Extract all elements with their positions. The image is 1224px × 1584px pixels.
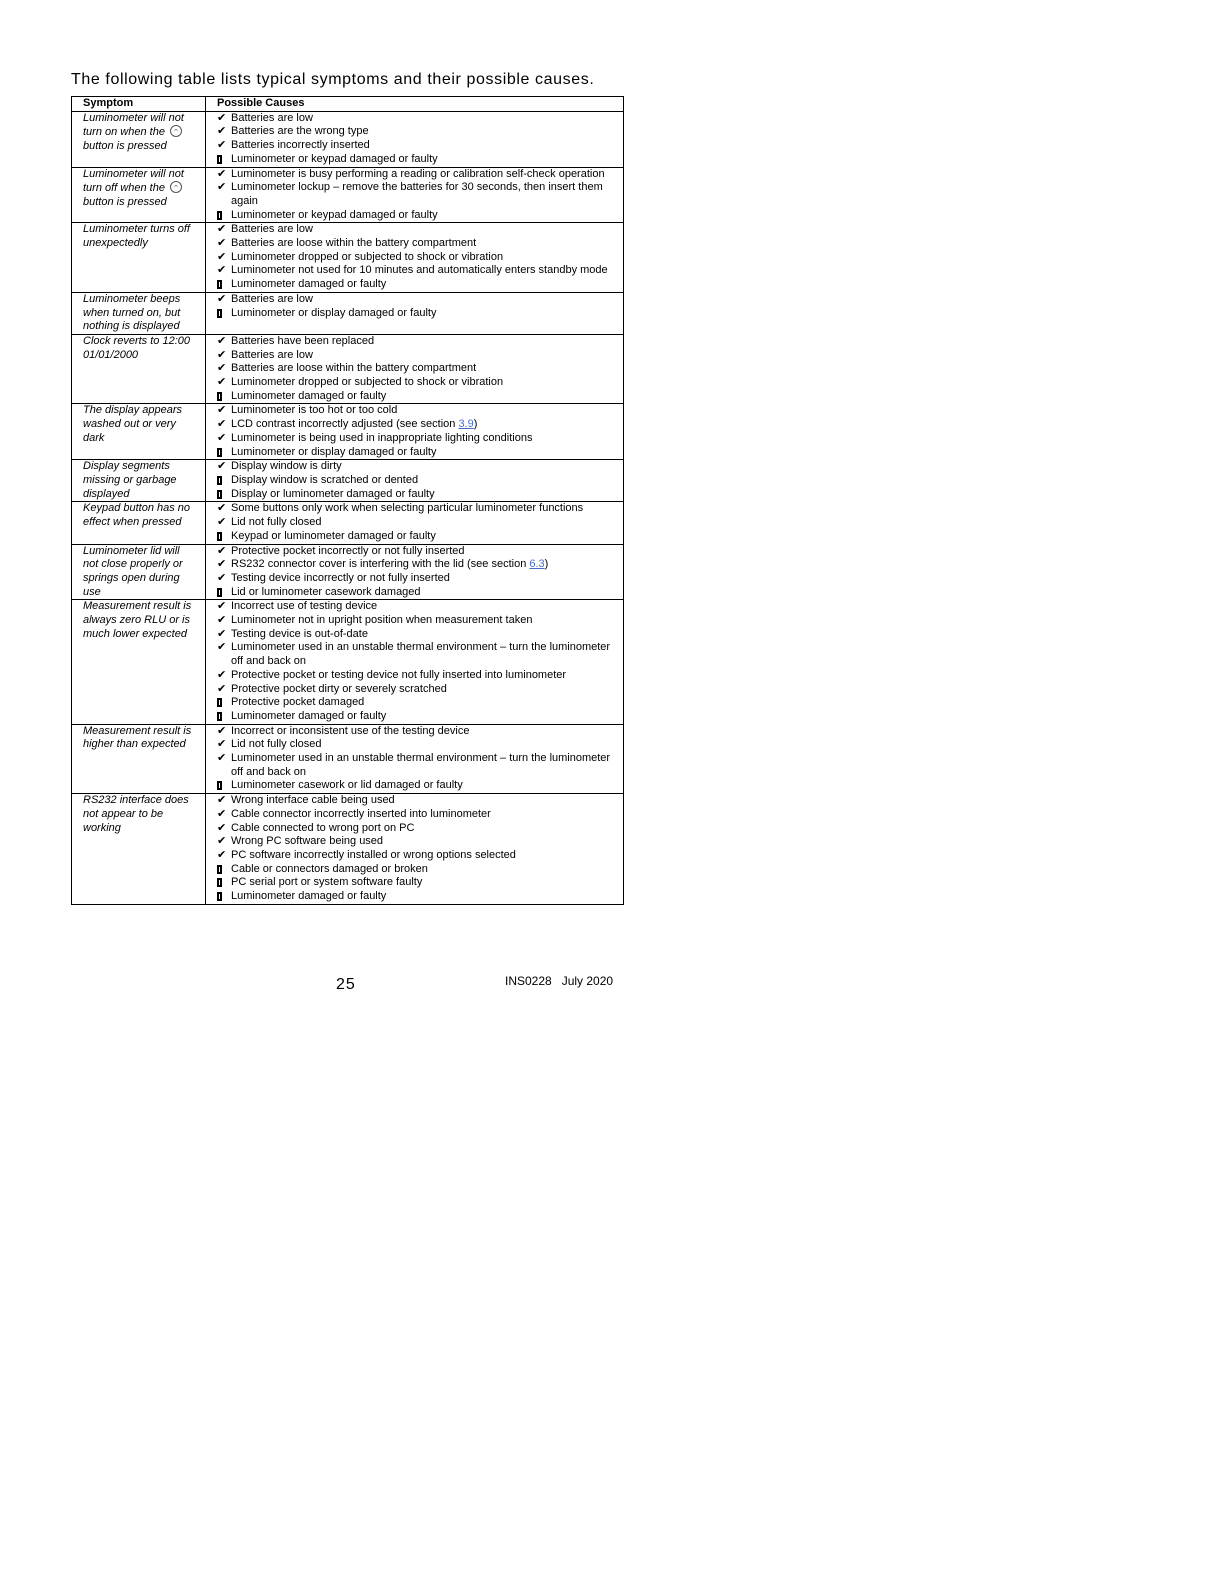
check-icon: ✔: [217, 600, 227, 613]
check-icon: ✔: [217, 807, 227, 820]
cause-item: [217, 264, 619, 278]
symptom-text: Measurement result is higher than expected: [83, 724, 192, 751]
table-row: [72, 600, 624, 724]
cause-item: [217, 251, 619, 265]
symptom-column-header: Symptom: [72, 97, 206, 112]
check-icon: ✔: [217, 237, 227, 250]
cause-text: Batteries are low: [231, 223, 313, 236]
cause-item: [217, 307, 619, 321]
symptom-cell: [72, 544, 206, 600]
cause-text: Display window is scratched or dented: [231, 473, 419, 486]
cause-text: PC serial port or system software faulty: [231, 876, 423, 889]
table-row: [72, 544, 624, 600]
cause-text-suffix: ): [473, 418, 478, 431]
intro-text: The following table lists typical symptoms and their possible causes.: [71, 71, 595, 88]
cause-text: Batteries have been replaced: [231, 334, 375, 347]
cause-text: Luminometer dropped or subjected to shock or vibration: [231, 250, 504, 263]
table-row: [72, 334, 624, 404]
cause-text: Luminometer is too hot or too cold: [231, 404, 398, 417]
cause-text: Batteries are the wrong type: [231, 125, 369, 138]
check-icon: ✔: [217, 348, 227, 361]
check-icon: ✔: [217, 571, 227, 584]
cause-item: [217, 125, 619, 139]
symptom-text: Luminometer will not turn on when the: [83, 111, 184, 139]
cause-item: [217, 614, 619, 628]
cause-item: [217, 349, 619, 363]
fault-icon: [217, 392, 222, 401]
check-icon: ✔: [217, 125, 227, 138]
table-row: [72, 292, 624, 334]
causes-list: [217, 223, 619, 292]
cause-item: [217, 696, 619, 710]
cause-item: [217, 460, 619, 474]
fault-icon: [217, 211, 222, 220]
table-row: [72, 502, 624, 544]
table-row: [72, 404, 624, 460]
cause-item: [217, 181, 619, 208]
cause-item: [217, 139, 619, 153]
cause-item: [217, 209, 619, 223]
cause-text: Incorrect or inconsistent use of the testing device: [231, 724, 470, 737]
causes-list: [217, 725, 619, 794]
cause-text: Some buttons only work when selecting particular luminometer functions: [231, 502, 584, 515]
cause-item: [217, 600, 619, 614]
cause-item: [217, 849, 619, 863]
cause-item: [217, 446, 619, 460]
cause-text: Batteries are loose within the battery compartment: [231, 362, 477, 375]
fault-icon: [217, 892, 222, 901]
cause-text: Cable or connectors damaged or broken: [231, 862, 428, 875]
cause-item: [217, 669, 619, 683]
cause-item: [217, 779, 619, 793]
cause-item: [217, 502, 619, 516]
cause-text: Luminometer or keypad damaged or faulty: [231, 152, 438, 165]
causes-cell: [206, 544, 624, 600]
check-icon: ✔: [217, 794, 227, 807]
check-icon: ✔: [217, 139, 227, 152]
cause-text: Luminometer used in an unstable thermal environment – turn the luminometer off and back on: [231, 641, 611, 668]
check-icon: ✔: [217, 181, 227, 194]
cause-text: Luminometer or display damaged or faulty: [231, 306, 437, 319]
section-link[interactable]: 6.3: [529, 558, 545, 571]
cause-item: [217, 335, 619, 349]
check-icon: ✔: [217, 641, 227, 654]
fault-icon: [217, 532, 222, 541]
cause-item: [217, 530, 619, 544]
cause-item: [217, 432, 619, 446]
causes-cell: [206, 167, 624, 223]
cause-text: Display window is dirty: [231, 460, 342, 473]
table-row: [72, 167, 624, 223]
troubleshooting-table: [71, 96, 624, 905]
symptom-text: Luminometer turns off unexpectedly: [83, 223, 190, 250]
check-icon: ✔: [217, 614, 227, 627]
causes-list: [217, 460, 619, 501]
symptom-text: button is pressed: [83, 140, 167, 153]
cause-item: [217, 376, 619, 390]
check-icon: ✔: [217, 558, 227, 571]
causes-cell: [206, 502, 624, 544]
cause-text: Keypad or luminometer damaged or faulty: [231, 529, 436, 542]
fault-icon: [217, 865, 222, 874]
check-icon: ✔: [217, 362, 227, 375]
cause-item: [217, 168, 619, 182]
table-row: [72, 794, 624, 905]
symptom-text: Display segments missing or garbage displayed: [83, 460, 177, 500]
table-row: [72, 111, 624, 167]
cause-text: Lid not fully closed: [231, 738, 322, 751]
cause-item: [217, 863, 619, 877]
symptom-text: The display appears washed out or very dark: [83, 404, 183, 444]
check-icon: ✔: [217, 167, 227, 180]
check-icon: ✔: [217, 376, 227, 389]
symptom-text: Keypad button has no effect when pressed: [83, 502, 191, 529]
cause-item: [217, 641, 619, 668]
cause-text: Protective pocket damaged: [231, 696, 365, 709]
fault-icon: [217, 878, 222, 887]
cause-text: Luminometer not used for 10 minutes and automatically enters standby mode: [231, 264, 608, 277]
cause-item: [217, 710, 619, 724]
causes-column-header: Possible Causes: [206, 97, 624, 112]
cause-item: [217, 237, 619, 251]
check-icon: ✔: [217, 431, 227, 444]
cause-text: Luminometer or display damaged or faulty: [231, 445, 437, 458]
check-icon: ✔: [217, 544, 227, 557]
cause-item: [217, 488, 619, 502]
cause-item: [217, 752, 619, 779]
cause-item: [217, 558, 619, 572]
cause-text: Batteries are low: [231, 348, 313, 361]
cause-item: [217, 545, 619, 559]
symptom-cell: [72, 223, 206, 293]
symptom-cell: [72, 460, 206, 502]
cause-text: Luminometer casework or lid damaged or faulty: [231, 779, 463, 792]
cause-text: Luminometer damaged or faulty: [231, 890, 387, 903]
cause-text: Luminometer lockup – remove the batteries for 30 seconds, then insert them again: [231, 181, 603, 207]
cause-item: [217, 362, 619, 376]
check-icon: ✔: [217, 502, 227, 515]
cause-text: Luminometer used in an unstable thermal environment – turn the luminometer off and back on: [231, 752, 611, 778]
table-row: [72, 460, 624, 502]
cause-item: [217, 808, 619, 822]
causes-cell: [206, 111, 624, 167]
check-icon: ✔: [217, 752, 227, 765]
symptom-cell: [72, 794, 206, 905]
cause-item: [217, 725, 619, 739]
cause-text: Testing device incorrectly or not fully inserted: [231, 571, 450, 584]
check-icon: ✔: [217, 264, 227, 277]
causes-list: [217, 794, 619, 904]
check-icon: ✔: [217, 848, 227, 861]
cause-text: Luminometer or keypad damaged or faulty: [231, 208, 438, 221]
cause-text: Luminometer is being used in inappropriate lighting conditions: [231, 431, 533, 444]
power-button-icon: [170, 181, 182, 193]
fault-icon: [217, 588, 222, 597]
causes-cell: [206, 724, 624, 794]
check-icon: ✔: [217, 682, 227, 695]
fault-icon: [217, 448, 222, 457]
symptom-text: Luminometer beeps when turned on, but nothing is displayed: [83, 292, 181, 333]
check-icon: ✔: [217, 404, 227, 417]
causes-cell: [206, 600, 624, 724]
causes-cell: [206, 223, 624, 293]
cause-item: [217, 474, 619, 488]
fault-icon: [217, 781, 222, 790]
symptom-cell: [72, 334, 206, 404]
causes-list: [217, 335, 619, 404]
cause-item: [217, 890, 619, 904]
check-icon: ✔: [217, 250, 227, 263]
cause-text: Luminometer not in upright position when measurement taken: [231, 614, 533, 627]
cause-item: [217, 112, 619, 126]
cause-item: [217, 628, 619, 642]
cause-item: [217, 153, 619, 167]
cause-text: Luminometer is busy performing a reading or calibration self-check operation: [231, 167, 605, 180]
cause-text: Batteries are loose within the battery compartment: [231, 237, 477, 250]
fault-icon: [217, 712, 222, 721]
cause-text: Protective pocket or testing device not fully inserted into luminometer: [231, 668, 567, 681]
cause-text: PC software incorrectly installed or wrong options selected: [231, 848, 516, 861]
cause-item: [217, 278, 619, 292]
check-icon: ✔: [217, 460, 227, 473]
cause-text: RS232 connector cover is interfering with the lid (see section: [231, 558, 530, 571]
cause-item: [217, 390, 619, 404]
symptom-cell: [72, 404, 206, 460]
symptom-text: Measurement result is always zero RLU or is much lower expected: [83, 600, 192, 640]
cause-text: Luminometer damaged or faulty: [231, 709, 387, 722]
symptom-cell: [72, 292, 206, 334]
fault-icon: [217, 490, 222, 499]
cause-text-suffix: ): [544, 558, 549, 571]
cause-item: [217, 738, 619, 752]
causes-cell: [206, 292, 624, 334]
table-row: [72, 724, 624, 794]
symptom-text: Luminometer lid will not close properly or springs open during use: [83, 544, 183, 598]
check-icon: ✔: [217, 627, 227, 640]
document-reference: INS0228 July 2020: [505, 974, 614, 988]
symptom-cell: [72, 502, 206, 544]
symptom-text: button is pressed: [83, 195, 167, 208]
cause-item: [217, 516, 619, 530]
section-link[interactable]: 3.9: [458, 418, 474, 431]
cause-text: Batteries are low: [231, 111, 313, 124]
causes-list: [217, 502, 619, 543]
check-icon: ✔: [217, 334, 227, 347]
causes-cell: [206, 334, 624, 404]
symptom-cell: [72, 600, 206, 724]
cause-text: Cable connected to wrong port on PC: [231, 821, 415, 834]
table-row: [72, 223, 624, 293]
check-icon: ✔: [217, 292, 227, 305]
cause-text: Batteries incorrectly inserted: [231, 139, 370, 152]
cause-item: [217, 794, 619, 808]
cause-text: Display or luminometer damaged or faulty: [231, 487, 435, 500]
cause-text: Luminometer damaged or faulty: [231, 278, 387, 291]
causes-cell: [206, 794, 624, 905]
fault-icon: [217, 155, 222, 164]
table-body: [72, 111, 624, 904]
cause-item: [217, 835, 619, 849]
cause-item: [217, 876, 619, 890]
cause-item: [217, 293, 619, 307]
cause-item: [217, 572, 619, 586]
fault-icon: [217, 309, 222, 318]
causes-list: [217, 600, 619, 723]
fault-icon: [217, 280, 222, 289]
cause-text: LCD contrast incorrectly adjusted (see section: [231, 418, 459, 431]
check-icon: ✔: [217, 111, 227, 124]
cause-text: Incorrect use of testing device: [231, 600, 378, 613]
cause-text: Testing device is out-of-date: [231, 627, 368, 640]
check-icon: ✔: [217, 668, 227, 681]
cause-item: [217, 418, 619, 432]
causes-list: [217, 545, 619, 600]
check-icon: ✔: [217, 738, 227, 751]
symptom-text: Clock reverts to 12:00 01/01/2000: [83, 334, 190, 361]
symptom-text: Luminometer will not turn off when the: [83, 167, 184, 195]
cause-item: [217, 404, 619, 418]
cause-text: Lid or luminometer casework damaged: [231, 585, 421, 598]
cause-text: Protective pocket dirty or severely scratched: [231, 682, 447, 695]
fault-icon: [217, 698, 222, 707]
cause-text: Luminometer damaged or faulty: [231, 389, 387, 402]
table-header-row: [72, 97, 624, 112]
symptom-cell: [72, 167, 206, 223]
fault-icon: [217, 476, 222, 485]
causes-list: [217, 404, 619, 459]
cause-item: [217, 586, 619, 600]
causes-cell: [206, 460, 624, 502]
causes-cell: [206, 404, 624, 460]
cause-text: Cable connector incorrectly inserted into luminometer: [231, 807, 491, 820]
page-number: 25: [336, 976, 356, 993]
cause-text: Luminometer dropped or subjected to shock or vibration: [231, 376, 504, 389]
check-icon: ✔: [217, 821, 227, 834]
symptom-text: RS232 interface does not appear to be working: [83, 794, 189, 834]
causes-list: [217, 112, 619, 167]
cause-text: Batteries are low: [231, 292, 313, 305]
cause-text: Wrong PC software being used: [231, 835, 384, 848]
symptom-cell: [72, 111, 206, 167]
causes-list: [217, 168, 619, 223]
check-icon: ✔: [217, 516, 227, 529]
check-icon: ✔: [217, 835, 227, 848]
check-icon: ✔: [217, 418, 227, 431]
cause-text: Lid not fully closed: [231, 516, 322, 529]
cause-text: Wrong interface cable being used: [231, 794, 395, 807]
cause-item: [217, 822, 619, 836]
cause-text: Protective pocket incorrectly or not fully inserted: [231, 544, 465, 557]
power-button-icon: [170, 125, 182, 137]
cause-item: [217, 223, 619, 237]
symptom-cell: [72, 724, 206, 794]
causes-list: [217, 293, 619, 320]
cause-item: [217, 683, 619, 697]
check-icon: ✔: [217, 223, 227, 236]
check-icon: ✔: [217, 724, 227, 737]
